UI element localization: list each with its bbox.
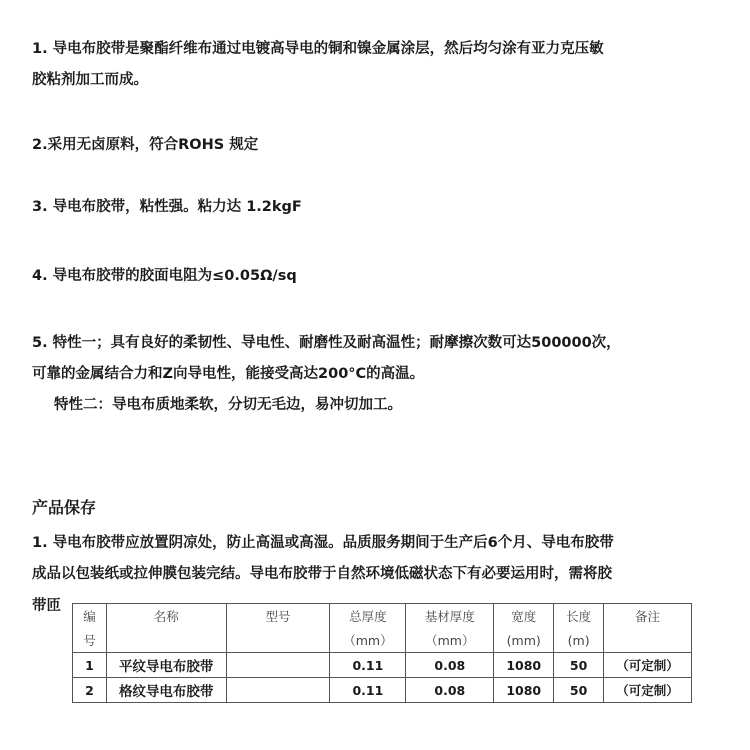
feature-2-line-1: 2.采用无卤原料，符合ROHS 规定 (32, 137, 259, 153)
storage-cut-text: 带匝 (32, 598, 61, 614)
feature-5 (32, 328, 740, 421)
feature-1 (32, 34, 740, 96)
header-length-unit: (m) (554, 628, 604, 653)
cell-model (226, 678, 330, 703)
header-base-unit: （mm） (406, 628, 494, 653)
feature-3 (32, 192, 740, 223)
cell-width: 1080 (494, 653, 554, 678)
table-row (73, 678, 692, 703)
header-note-cont (604, 628, 692, 653)
cell-base-thickness: 0.08 (406, 678, 494, 703)
table-row (73, 653, 692, 678)
header-base-thickness: 基材厚度 (406, 604, 494, 629)
header-width: 宽度 (494, 604, 554, 629)
cell-base-thickness: 0.08 (406, 653, 494, 678)
cell-total-thickness: 0.11 (330, 653, 406, 678)
feature-4-line-1: 4. 导电布胶带的胶面电阻为≤0.05Ω/sq (32, 268, 297, 284)
table-header-units-row (73, 628, 692, 653)
cell-name: 平纹导电布胶带 (106, 653, 226, 678)
cell-total-thickness: 0.11 (330, 678, 406, 703)
header-no-cont: 号 (73, 628, 107, 653)
feature-5-line-2: 可靠的金属结合力和Z向导电性，能接受高达200°C的高温。 (32, 366, 425, 382)
cell-note: （可定制） (604, 653, 692, 678)
feature-5-indent-line: 特性二：导电布质地柔软，分切无毛边，易冲切加工。 (54, 397, 402, 413)
header-name-cont (106, 628, 226, 653)
header-total-thickness: 总厚度 (330, 604, 406, 629)
spec-table (72, 603, 692, 703)
cell-length: 50 (554, 653, 604, 678)
cell-model (226, 653, 330, 678)
storage-line-2: 成品以包装纸或拉伸膜包装完结。导电布胶带于自然环境低磁状态下有必要运用时，需将胶 (32, 566, 612, 582)
cell-name: 格纹导电布胶带 (106, 678, 226, 703)
header-note: 备注 (604, 604, 692, 629)
cell-no: 2 (73, 678, 107, 703)
header-model: 型号 (226, 604, 330, 629)
cell-length: 50 (554, 678, 604, 703)
cell-no: 1 (73, 653, 107, 678)
header-name: 名称 (106, 604, 226, 629)
header-width-unit: (mm) (494, 628, 554, 653)
header-no: 编 (73, 604, 107, 629)
cell-width: 1080 (494, 678, 554, 703)
feature-2 (32, 130, 740, 161)
header-length: 长度 (554, 604, 604, 629)
table-header-row (73, 604, 692, 629)
header-model-cont (226, 628, 330, 653)
cell-note: （可定制） (604, 678, 692, 703)
feature-1-line-1: 1. 导电布胶带是聚酯纤维布通过电镀高导电的铜和镍金属涂层，然后均匀涂有亚力克压敏 (32, 41, 604, 57)
feature-5-line-1: 5. 特性一；具有良好的柔韧性、导电性、耐磨性及耐高温性；耐摩擦次数可达500000次， (32, 335, 621, 351)
storage-paragraph (32, 528, 740, 590)
storage-heading: 产品保存 (32, 498, 97, 517)
feature-1-line-2: 胶粘剂加工而成。 (32, 72, 148, 88)
header-total-unit: （mm） (330, 628, 406, 653)
feature-3-line-1: 3. 导电布胶带，粘性强。粘力达 1.2kgF (32, 199, 302, 215)
feature-4 (32, 261, 740, 292)
storage-line-1: 1. 导电布胶带应放置阴凉处，防止高温或高湿。品质服务期间于生产后6个月、导电布胶带 (32, 535, 614, 551)
